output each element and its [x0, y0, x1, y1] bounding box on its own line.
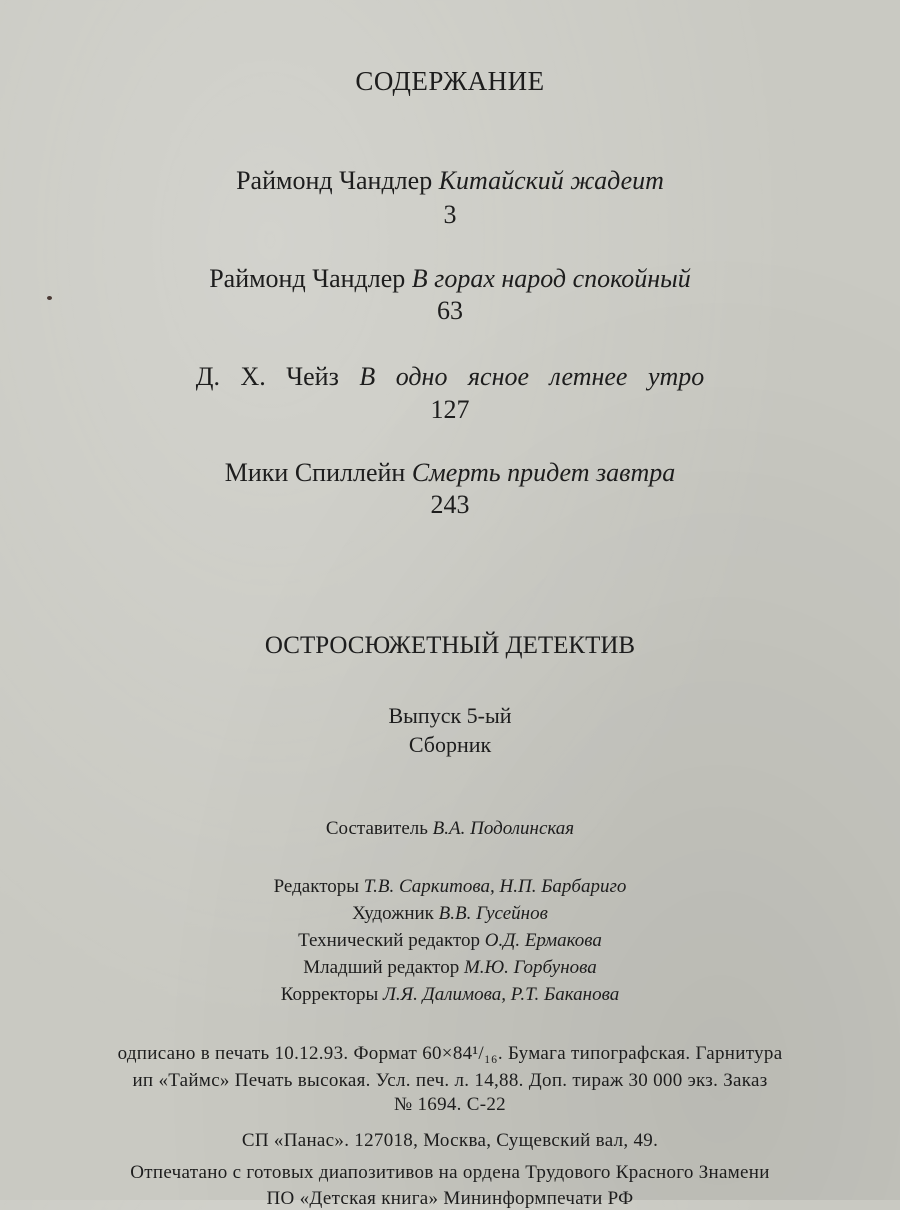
- imprint-line: ип «Таймс» Печать высокая. Усл. печ. л. 14,88. Доп. тираж 30 000 экз. Заказ: [132, 1070, 768, 1091]
- contents-heading: СОДЕРЖАНИЕ: [355, 66, 545, 96]
- credit-role: Редакторы: [273, 876, 360, 897]
- toc-entry: [0, 264, 900, 294]
- toc-author: Раймонд Чандлер: [209, 264, 406, 293]
- toc-title: В горах народ спокойный: [411, 264, 691, 293]
- credit-names: Т.В. Саркитова, Н.П. Барбариго: [363, 876, 627, 897]
- credit-names: М.Ю. Горбунова: [463, 957, 597, 978]
- publisher-address: СП «Панас». 127018, Москва, Сущевский вал, 49.: [241, 1130, 659, 1151]
- toc-author: Мики Спиллейн: [224, 458, 406, 487]
- credit-line: [0, 818, 900, 840]
- credit-names: Л.Я. Далимова, Р.Т. Баканова: [383, 984, 620, 1005]
- toc-entry: [0, 458, 900, 488]
- toc-page-number: 63: [437, 296, 463, 325]
- toc-page-number: 3: [443, 200, 457, 229]
- credit-role: Младший редактор: [303, 957, 460, 978]
- toc-entry: [0, 362, 900, 392]
- credit-line: [0, 984, 900, 1006]
- credit-role: Составитель: [325, 818, 428, 839]
- credit-names: В.А. Подолинская: [432, 818, 575, 839]
- credit-line: [0, 930, 900, 952]
- toc-title: Смерть придет завтра: [411, 458, 676, 487]
- credit-line: [0, 876, 900, 898]
- credit-names: В.В. Гусейнов: [438, 903, 548, 924]
- credit-line: [0, 903, 900, 925]
- book-type: Сборник: [408, 732, 492, 757]
- printing-house: Отпечатано с готовых диапозитивов на ордена Трудового Красного Знамени: [130, 1162, 770, 1183]
- issue-number: Выпуск 5-ый: [388, 703, 512, 728]
- imprint-line: одписано в печать 10.12.93. Формат 60×84¹/₁₆. Бумага типографская. Гарнитура: [117, 1043, 783, 1064]
- toc-page-number: 243: [430, 490, 470, 519]
- toc-title: В одно ясное летнее утро: [359, 362, 705, 391]
- credit-role: Корректоры: [280, 984, 379, 1005]
- toc-title: Китайский жадеит: [438, 166, 664, 195]
- toc-page-number: 127: [430, 395, 470, 424]
- toc-author: Раймонд Чандлер: [236, 166, 433, 195]
- credit-role: Технический редактор: [298, 930, 481, 951]
- printing-house: ПО «Детская книга» Мининформпечати РФ: [266, 1188, 634, 1209]
- series-title: ОСТРОСЮЖЕТНЫЙ ДЕТЕКТИВ: [264, 632, 636, 659]
- credit-names: О.Д. Ермакова: [484, 930, 602, 951]
- toc-author: Д. Х. Чейз: [195, 362, 339, 391]
- imprint-line: № 1694. С-22: [394, 1094, 506, 1115]
- toc-entry: [0, 166, 900, 196]
- credit-line: [0, 957, 900, 979]
- credit-role: Художник: [352, 903, 434, 924]
